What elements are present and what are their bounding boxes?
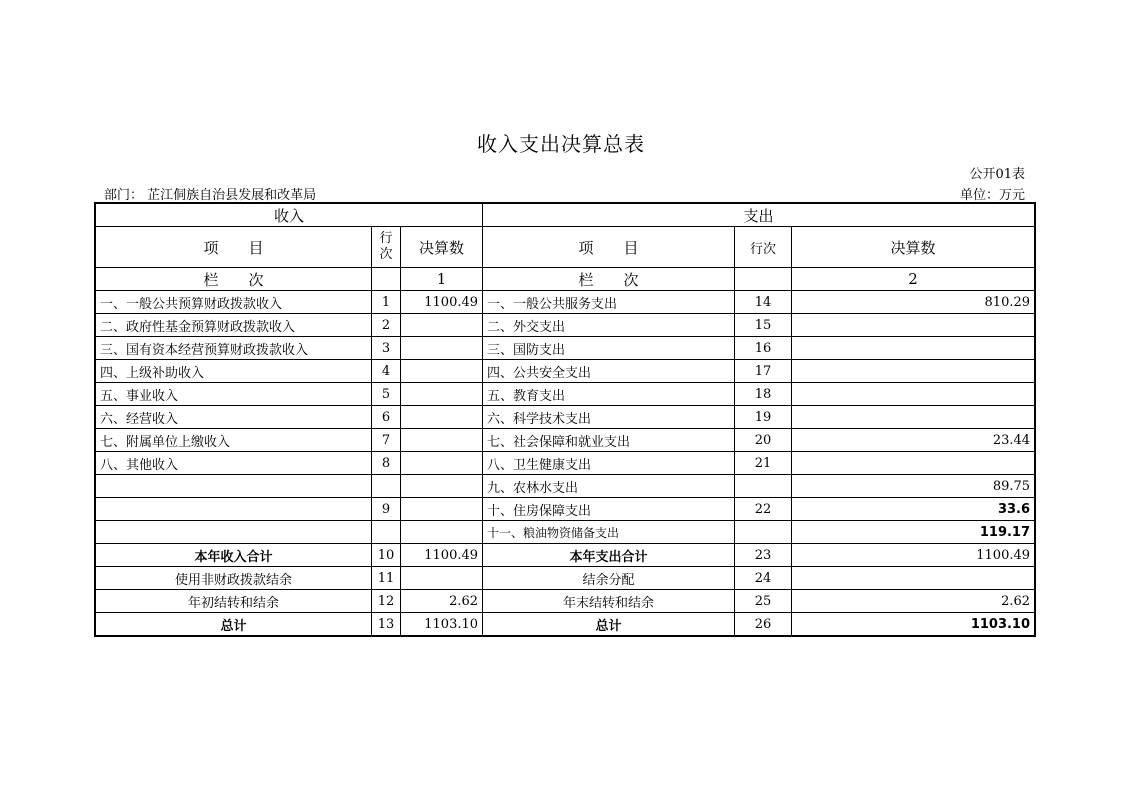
table-row xyxy=(96,521,1035,544)
expense-amount-header: 决算数 xyxy=(792,227,1035,268)
expense-row-no-cell xyxy=(735,475,792,498)
income-row-no-cell: 4 xyxy=(372,360,401,383)
expense-item-cell: 九、农林水支出 xyxy=(483,475,735,498)
expense-row-no-cell: 18 xyxy=(735,383,792,406)
expense-item-cell: 一、一般公共服务支出 xyxy=(483,291,735,314)
expense-item-cell: 六、科学技术支出 xyxy=(483,406,735,429)
column-header-row xyxy=(96,227,1035,268)
table-row xyxy=(96,291,1035,314)
income-amount-header: 决算数 xyxy=(401,227,483,268)
surplus-distribution-label: 结余分配 xyxy=(483,567,735,590)
year-total-row xyxy=(96,544,1035,567)
income-value-cell: 1100.49 xyxy=(401,291,483,314)
expense-item-cell: 十一、粮油物资储备支出 xyxy=(483,521,735,544)
nonfiscal-label: 使用非财政拨款结余 xyxy=(96,567,372,590)
income-row-no-cell: 7 xyxy=(372,429,401,452)
expense-value-cell: 119.17 xyxy=(792,521,1035,544)
expense-value-cell: 810.29 xyxy=(792,291,1035,314)
unit-label: 单位：万元 xyxy=(959,188,1025,203)
table-row xyxy=(96,360,1035,383)
table-row xyxy=(96,406,1035,429)
grand-income-total-no: 13 xyxy=(372,613,401,636)
income-item-cell: 三、国有资本经营预算财政拨款收入 xyxy=(96,337,372,360)
expense-value-cell xyxy=(792,406,1035,429)
expense-item-header: 项 目 xyxy=(483,227,735,268)
income-item-cell: 六、经营收入 xyxy=(96,406,372,429)
expense-value-cell: 89.75 xyxy=(792,475,1035,498)
data-rows xyxy=(96,291,1035,544)
year-expense-total-label: 本年支出合计 xyxy=(483,544,735,567)
income-item-cell xyxy=(96,498,372,521)
grand-total-row xyxy=(96,613,1035,636)
expense-value-cell xyxy=(792,452,1035,475)
expense-row-no-cell: 17 xyxy=(735,360,792,383)
grand-expense-total-value: 1103.10 xyxy=(792,613,1035,636)
year-income-total-no: 10 xyxy=(372,544,401,567)
begin-carryover-value: 2.62 xyxy=(401,590,483,613)
department-label: 部门： 芷江侗族自治县发展和改革局 xyxy=(104,188,317,203)
grand-expense-total-label: 总计 xyxy=(483,613,735,636)
income-item-cell xyxy=(96,521,372,544)
income-row-no-cell xyxy=(372,475,401,498)
income-item-cell: 五、事业收入 xyxy=(96,383,372,406)
end-carryover-value: 2.62 xyxy=(792,590,1035,613)
income-row-no-cell: 6 xyxy=(372,406,401,429)
expense-item-cell: 五、教育支出 xyxy=(483,383,735,406)
income-value-cell xyxy=(401,314,483,337)
expense-row-no-cell: 16 xyxy=(735,337,792,360)
income-row-no-cell: 2 xyxy=(372,314,401,337)
grand-income-total-value: 1103.10 xyxy=(401,613,483,636)
expense-item-cell: 十、住房保障支出 xyxy=(483,498,735,521)
grand-expense-total-no: 26 xyxy=(735,613,792,636)
expense-value-cell xyxy=(792,383,1035,406)
nonfiscal-row xyxy=(96,567,1035,590)
end-carryover-no: 25 xyxy=(735,590,792,613)
income-value-cell xyxy=(401,475,483,498)
begin-carryover-no: 12 xyxy=(372,590,401,613)
expense-item-cell: 三、国防支出 xyxy=(483,337,735,360)
expense-row-no-cell: 14 xyxy=(735,291,792,314)
income-item-header: 项 目 xyxy=(96,227,372,268)
income-item-cell: 四、上级补助收入 xyxy=(96,360,372,383)
carryover-row xyxy=(96,590,1035,613)
expense-row-no-cell: 19 xyxy=(735,406,792,429)
table-row xyxy=(96,314,1035,337)
table-row xyxy=(96,475,1035,498)
income-value-cell xyxy=(401,383,483,406)
expense-value-cell xyxy=(792,314,1035,337)
end-carryover-label: 年末结转和结余 xyxy=(483,590,735,613)
expense-row-no-cell: 20 xyxy=(735,429,792,452)
expense-item-cell: 二、外交支出 xyxy=(483,314,735,337)
section-header-row xyxy=(96,204,1035,227)
year-expense-total-value: 1100.49 xyxy=(792,544,1035,567)
form-number: 公开01表 xyxy=(969,167,1025,182)
column-number-row xyxy=(96,268,1035,291)
summary-table xyxy=(95,203,1035,636)
expense-column-blank xyxy=(735,268,792,291)
income-item-cell: 八、其他收入 xyxy=(96,452,372,475)
grand-income-total-label: 总计 xyxy=(96,613,372,636)
table-row xyxy=(96,383,1035,406)
income-row-no-header xyxy=(372,227,401,268)
income-value-cell xyxy=(401,337,483,360)
income-value-cell xyxy=(401,406,483,429)
expense-row-no-cell: 21 xyxy=(735,452,792,475)
expense-value-cell: 33.6 xyxy=(792,498,1035,521)
expense-value-cell xyxy=(792,337,1035,360)
income-item-cell: 七、附属单位上缴收入 xyxy=(96,429,372,452)
table-row xyxy=(96,337,1035,360)
income-value-cell xyxy=(401,452,483,475)
income-value-cell xyxy=(401,521,483,544)
income-row-no-cell: 8 xyxy=(372,452,401,475)
income-item-cell: 一、一般公共预算财政拨款收入 xyxy=(96,291,372,314)
year-income-total-label: 本年收入合计 xyxy=(96,544,372,567)
year-expense-total-no: 23 xyxy=(735,544,792,567)
expense-row-no-cell: 15 xyxy=(735,314,792,337)
expense-item-cell: 八、卫生健康支出 xyxy=(483,452,735,475)
row-no-char-1: 行 xyxy=(379,231,393,246)
income-row-no-cell: 9 xyxy=(372,498,401,521)
table-row xyxy=(96,498,1035,521)
surplus-distribution-no: 24 xyxy=(735,567,792,590)
income-column-blank xyxy=(372,268,401,291)
expense-section-header: 支出 xyxy=(483,204,1035,227)
year-income-total-value: 1100.49 xyxy=(401,544,483,567)
page-title: 收入支出决算总表 xyxy=(477,132,645,156)
income-row-no-cell xyxy=(372,521,401,544)
expense-item-cell: 七、社会保障和就业支出 xyxy=(483,429,735,452)
expense-column-number: 2 xyxy=(792,268,1035,291)
expense-item-cell: 四、公共安全支出 xyxy=(483,360,735,383)
income-value-cell xyxy=(401,360,483,383)
income-section-header: 收入 xyxy=(96,204,483,227)
expense-value-cell xyxy=(792,360,1035,383)
income-column-label: 栏 次 xyxy=(96,268,372,291)
expense-row-no-cell xyxy=(735,521,792,544)
table-row xyxy=(96,452,1035,475)
income-item-cell xyxy=(96,475,372,498)
income-row-no-cell: 1 xyxy=(372,291,401,314)
row-no-char-2: 次 xyxy=(379,247,393,262)
begin-carryover-label: 年初结转和结余 xyxy=(96,590,372,613)
income-row-no-cell: 5 xyxy=(372,383,401,406)
income-item-cell: 二、政府性基金预算财政拨款收入 xyxy=(96,314,372,337)
expense-value-cell: 23.44 xyxy=(792,429,1035,452)
income-value-cell xyxy=(401,498,483,521)
nonfiscal-no: 11 xyxy=(372,567,401,590)
income-column-number: 1 xyxy=(401,268,483,291)
surplus-distribution-value xyxy=(792,567,1035,590)
expense-row-no-header: 行次 xyxy=(735,227,792,268)
table-row xyxy=(96,429,1035,452)
expense-column-label: 栏 次 xyxy=(483,268,735,291)
nonfiscal-value xyxy=(401,567,483,590)
expense-row-no-cell: 22 xyxy=(735,498,792,521)
income-value-cell xyxy=(401,429,483,452)
income-row-no-cell: 3 xyxy=(372,337,401,360)
